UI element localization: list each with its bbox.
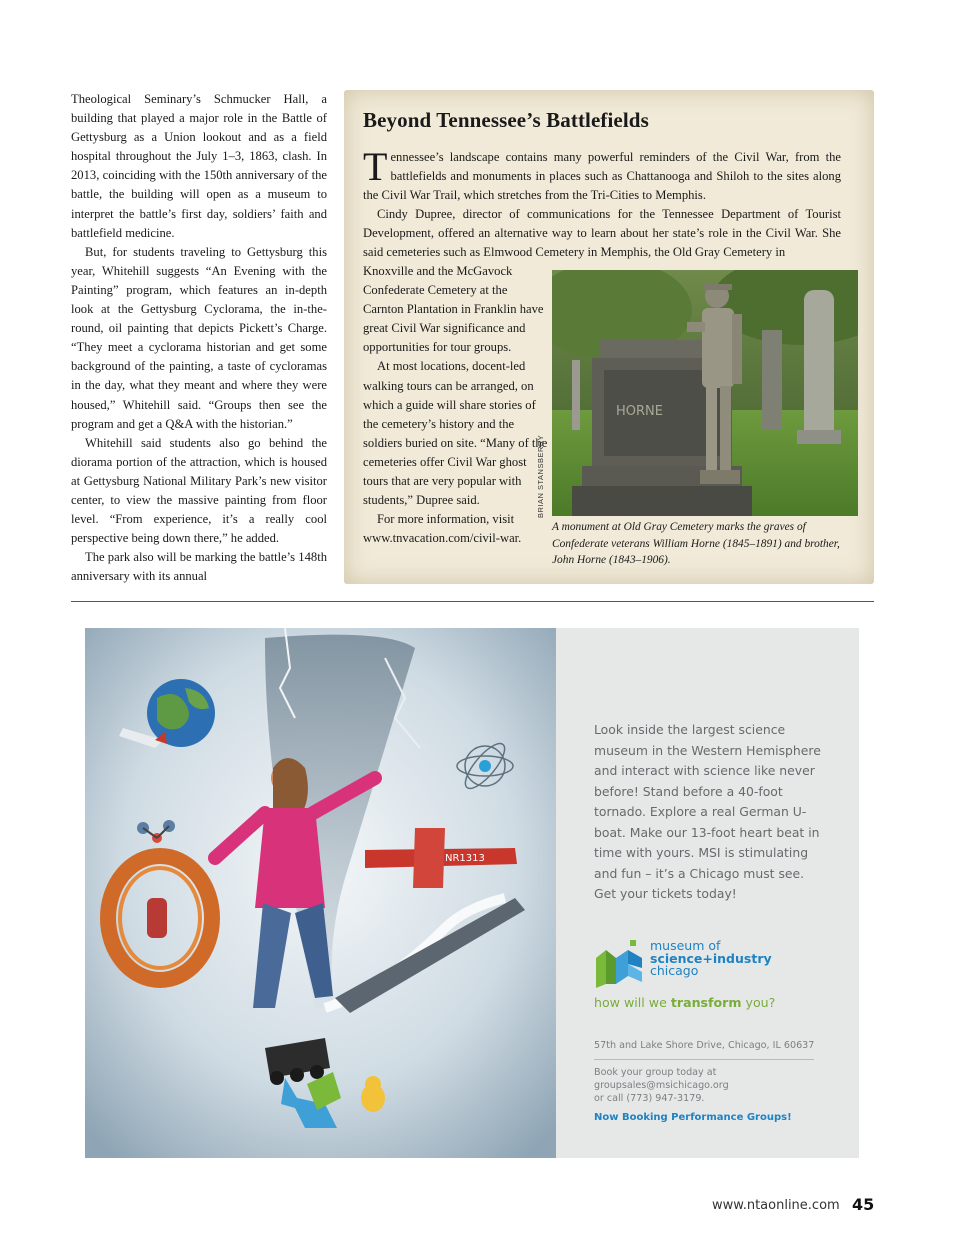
logo-line: museum of xyxy=(650,938,721,953)
article-paragraph: Whitehill said students also go behind the diorama portion of the attraction, which is housed at Gettysburg National Military Park’s new visitor center, to view the massive painting from floor level. “From experience, it’s a really cool perspective being down there,” he added. xyxy=(71,435,327,546)
logo-line: chicago xyxy=(650,963,699,978)
section-divider xyxy=(71,601,874,602)
drop-cap: T xyxy=(363,144,388,189)
tagline-pre: how will we xyxy=(594,995,671,1010)
sidebar-paragraph-text: ennessee’s landscape contains many powerful reminders of the Civil War, from the battlefields and monuments in places such as Chattanooga and Shiloh to the sites along the Civil War Trail, which stretches from the Tri-Cities to Memphis. xyxy=(363,150,841,203)
ad-tagline xyxy=(594,995,775,1010)
monument-inscription: HORNE xyxy=(616,404,663,419)
sidebar-body xyxy=(363,144,841,263)
now-booking-callout: Now Booking Performance Groups! xyxy=(594,1112,792,1123)
ad-illustration xyxy=(85,628,556,1158)
sidebar-paragraph: At most locations, docent-led walking tours can be arranged, on which a guide will share stories of the cemetery’s history and the soldiers buried on site. “Many of the cemeteries offer Civil War ghost tours that are very popular with students,” Dupree said. xyxy=(363,359,548,508)
cemetery-photo xyxy=(552,270,858,516)
ad-booking-info xyxy=(594,1066,814,1106)
sidebar-paragraph: Knoxville and the McGavock Confederate Cemetery at the Carnton Plantation in Franklin have great Civil War significance and opportunities for tour groups. xyxy=(363,264,544,355)
article-left-column xyxy=(71,90,327,586)
ad-address: 57th and Lake Shore Drive, Chicago, IL 60637 xyxy=(594,1040,815,1051)
cemetery-photo-illustration xyxy=(552,270,858,516)
booking-email: groupsales@msichicago.org xyxy=(594,1080,729,1092)
ad-divider xyxy=(594,1059,814,1060)
article-paragraph: Theological Seminary’s Schmucker Hall, a building that played a major role in the Battle of Gettysburg as a Union lookout and as a field hospital throughout the July 1–3, 1863, clash. In 2013, coinciding with the 150th anniversary of the battle, the building will open as a museum to interpret the battle’s first day, soldiers’ faith and battlefield medicine. xyxy=(71,92,327,240)
sidebar-paragraph: Cindy Dupree, director of communications for the Tennessee Department of Tourist Development, offered an alternative way to learn about her state’s role in the Civil War. She said cemeteries such as Elmwood Cemetery in Memphis, the Old Gray Cemetery in xyxy=(363,207,841,260)
tagline-emphasis: transform xyxy=(670,995,742,1010)
msi-logo-icon xyxy=(594,938,648,990)
logo-line: science+industry xyxy=(650,950,772,966)
msi-logo-text xyxy=(650,940,772,978)
photo-credit-text: BRIAN STANSBERRY xyxy=(536,434,545,518)
photo-caption: A monument at Old Gray Cemetery marks the graves of Confederate veterans William Horne (1845–1891) and brother, John Horne (1843–1906). xyxy=(552,521,840,566)
page-number: 45 xyxy=(852,1195,875,1214)
sidebar-paragraph: For more information, visit www.tnvacation.com/civil-war. xyxy=(363,512,522,546)
photo-credit xyxy=(534,418,548,518)
footer-url: www.ntaonline.com xyxy=(712,1198,840,1213)
article-paragraph: But, for students traveling to Gettysburg this year, Whitehill suggests “An Evening with the Painting” program, which features an in-depth look at the Gettysburg Cyclorama, the in-the-round, oil painting that depicts Pickett’s Charge. “They meet a cyclorama historian and get some background of the painting, a taste of cycloramas in the day, what they meant and where they were housed,” Whitehill said. “Groups then see the program and get a Q&A with the historian.” xyxy=(71,244,327,431)
plane-registration: NR1313 xyxy=(445,853,485,864)
article-paragraph: The park also will be marking the battle’s 148th anniversary with its annual xyxy=(71,550,327,584)
sidebar-title: Beyond Tennessee’s Battlefields xyxy=(363,108,649,132)
sidebar-narrow-column xyxy=(363,262,549,548)
ad-image xyxy=(85,628,556,1158)
booking-line: Book your group today at xyxy=(594,1067,717,1078)
sidebar-paragraph xyxy=(363,144,841,205)
ad-copy: Look inside the largest science museum in the Western Hemisphere and interact with science like never before! Stand before a 40-foot tornado. Explore a real German U-boat. Make our 13-foot heart beat in time with yours. MSI is stimulating and fun – it’s a Chicago must see. Get your tickets today! xyxy=(594,722,821,901)
booking-phone: or call (773) 947-3179. xyxy=(594,1093,705,1105)
tagline-post: you? xyxy=(741,995,776,1010)
